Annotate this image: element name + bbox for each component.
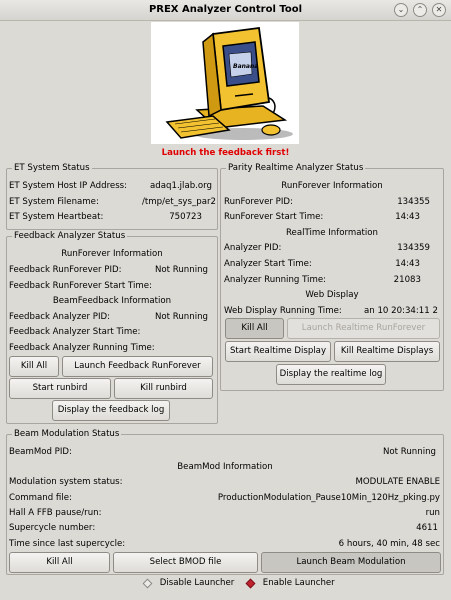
parity-runforever-start-label: RunForever Start Time:: [224, 212, 324, 222]
beammod-info-header: BeamMod Information: [177, 462, 273, 472]
supercycle-label: Supercycle number:: [9, 523, 96, 533]
launcher-radio-group: [140, 578, 335, 590]
ffb-pause-value: run: [425, 508, 440, 518]
window-title: PREX Analyzer Control Tool: [148, 4, 303, 15]
beammod-kill-all-button[interactable]: Kill All: [9, 552, 110, 573]
parity-runforever-pid-value: 134355: [397, 197, 430, 207]
feedback-analyzer-pid-value: Not Running: [154, 312, 208, 322]
parity-web-running-value: an 10 20:34:11 2: [364, 306, 438, 316]
modulation-status-label: Modulation system status:: [9, 477, 123, 487]
feedback-runforever-start-label: Feedback RunForever Start Time:: [9, 281, 152, 291]
parity-legend: Parity Realtime Analyzer Status: [228, 163, 364, 173]
start-realtime-display-button[interactable]: Start Realtime Display: [225, 341, 331, 362]
minimize-button[interactable]: [394, 3, 408, 17]
parity-runforever-pid-label: RunForever PID:: [224, 197, 293, 207]
launch-beam-modulation-button[interactable]: Launch Beam Modulation: [261, 552, 441, 573]
feedback-runforever-pid-label: Feedback RunForever PID:: [9, 265, 122, 275]
et-heartbeat-value: 750723: [169, 212, 202, 222]
ffb-pause-label: Hall A FFB pause/run:: [9, 508, 102, 518]
title-bar: [0, 0, 451, 21]
warning-message: Launch the feedback first!: [161, 148, 290, 158]
feedback-analyzer-pid-label: Feedback Analyzer PID:: [9, 312, 111, 322]
launch-feedback-runforever-button[interactable]: Launch Feedback RunForever: [62, 356, 213, 377]
logo: [151, 22, 299, 144]
display-realtime-log-button[interactable]: Display the realtime log: [276, 364, 386, 385]
chevron-down-icon: ⌄: [397, 5, 405, 14]
beammod-pid-label: BeamMod PID:: [9, 447, 72, 457]
maximize-button[interactable]: [413, 3, 427, 17]
kill-runbird-button[interactable]: Kill runbird: [114, 378, 213, 399]
command-file-label: Command file:: [9, 493, 72, 503]
chevron-up-icon: ⌃: [416, 5, 424, 14]
feedback-runforever-header: RunForever Information: [61, 249, 163, 259]
et-heartbeat-label: ET System Heartbeat:: [9, 212, 104, 222]
modulation-status-value: MODULATE ENABLE: [355, 477, 440, 487]
parity-web-running-label: Web Display Running Time:: [224, 306, 342, 316]
et-filename-label: ET System Filename:: [9, 197, 99, 207]
parity-analyzer-running-value: 21083: [393, 275, 421, 285]
feedback-runforever-pid-value: Not Running: [154, 265, 208, 275]
parity-analyzer-pid-label: Analyzer PID:: [224, 243, 282, 253]
feedback-beamfeedback-header: BeamFeedback Information: [52, 296, 172, 306]
et-filename-value: /tmp/et_sys_par2: [142, 197, 216, 207]
parity-analyzer-start-label: Analyzer Start Time:: [224, 259, 312, 269]
parity-realtime-header: RealTime Information: [285, 228, 379, 238]
parity-analyzer-start-value: 14:43: [395, 259, 420, 269]
parity-analyzer-pid-value: 134359: [397, 243, 430, 253]
parity-runforever-start-value: 14:43: [395, 212, 420, 222]
feedback-legend: Feedback Analyzer Status: [14, 231, 126, 241]
parity-web-header: Web Display: [305, 290, 359, 300]
beam-mod-legend: Beam Modulation Status: [14, 429, 120, 439]
et-host-label: ET System Host IP Address:: [9, 181, 128, 191]
computer-logo-icon: [151, 22, 299, 144]
time-since-supercycle-value: 6 hours, 40 min, 48 sec: [338, 539, 440, 549]
command-file-value: ProductionModulation_Pause10Min_120Hz_pking.py: [217, 493, 440, 503]
disable-launcher-radio[interactable]: [143, 578, 153, 588]
display-feedback-log-button[interactable]: Display the feedback log: [52, 400, 170, 421]
feedback-kill-all-button[interactable]: Kill All: [9, 356, 59, 377]
kill-realtime-displays-button[interactable]: Kill Realtime Displays: [334, 341, 440, 362]
beammod-pid-value: Not Running: [382, 447, 436, 457]
launch-realtime-runforever-button[interactable]: Launch Realtime RunForever: [287, 318, 440, 339]
parity-runforever-header: RunForever Information: [281, 181, 383, 191]
close-button[interactable]: [432, 3, 446, 17]
feedback-analyzer-running-label: Feedback Analyzer Running Time:: [9, 343, 155, 353]
feedback-analyzer-start-label: Feedback Analyzer Start Time:: [9, 327, 141, 337]
close-icon: ✕: [435, 5, 443, 14]
et-system-legend: ET System Status: [14, 163, 90, 173]
start-runbird-button[interactable]: Start runbird: [9, 378, 111, 399]
parity-analyzer-running-label: Analyzer Running Time:: [224, 275, 326, 285]
supercycle-value: 4611: [416, 523, 438, 533]
parity-kill-all-button[interactable]: Kill All: [225, 318, 284, 339]
select-bmod-file-button[interactable]: Select BMOD file: [113, 552, 258, 573]
enable-launcher-radio[interactable]: [246, 578, 256, 588]
time-since-supercycle-label: Time since last supercycle:: [9, 539, 126, 549]
disable-launcher-label: Disable Launcher: [159, 578, 235, 588]
enable-launcher-label: Enable Launcher: [262, 578, 335, 588]
logo-screen-text: Banana: [233, 63, 259, 70]
et-host-value: adaq1.jlab.org: [150, 181, 212, 191]
